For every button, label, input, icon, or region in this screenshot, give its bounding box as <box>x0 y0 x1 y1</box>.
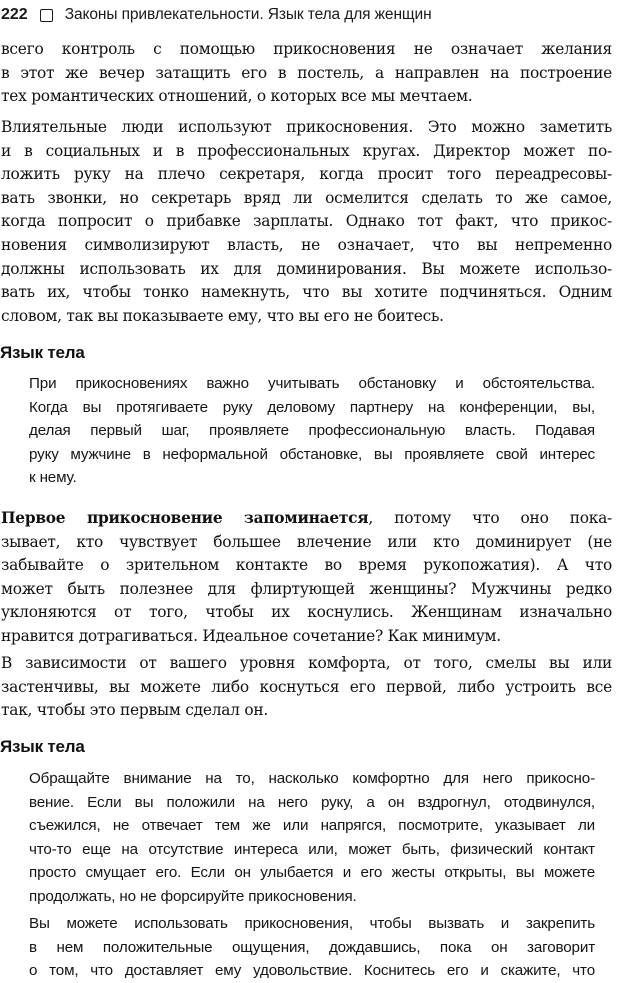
text-line: уклоняются от того, чтобы их коснулись. Женщинам изначально <box>1 603 612 622</box>
sidebar-line: что-то еще на отсутствие интереса или, может быть, физический контакт <box>29 840 595 858</box>
text-line: застенчивы, вы можете либо коснуться его первой, либо устроить все <box>1 677 612 696</box>
first-line-rest: , потому что оно пока- <box>368 509 612 527</box>
running-title: Законы привлекательности. Язык тела для женщин <box>64 6 432 23</box>
page-number: 222 <box>1 6 28 23</box>
text-line: вать их, чтобы тонко намекнуть, что вы хотите подчиняться. Одним <box>1 283 612 302</box>
sidebar-body-language-2b <box>29 912 595 983</box>
text-line: в этот же вечер затащить его в постель, а направлен на построение <box>1 63 612 82</box>
paragraph-first-touch <box>1 507 612 649</box>
paragraph-continuation <box>1 38 612 109</box>
text-line: Влиятельные люди используют прикосновения. Это можно заметить <box>1 118 612 136</box>
paragraph-influential-people <box>1 116 612 328</box>
running-header <box>0 0 610 30</box>
sidebar-line: просто смущает его. Если он улыбается и его жесты открыты, вы можете <box>29 864 595 882</box>
text-line: вать звонки, но секретарь вряд ли осмелится сделать то же самое, <box>1 188 612 207</box>
sidebar-line: Когда вы протягиваете руку деловому партнеру на конференции, вы, <box>29 398 595 416</box>
text-line: ложить руку на плечо секретаря, когда просит того переадресовы- <box>1 165 612 184</box>
text-line: новения символизируют власть, не означает, что вы непременно <box>1 235 612 254</box>
text-line: так, чтобы это первым сделал он. <box>1 701 268 720</box>
text-line: В зависимости от вашего уровня комфорта, от того, смелы вы или <box>1 654 612 672</box>
text-line: должны использовать их для доминирования. Вы можете использо- <box>1 259 612 278</box>
text-line: когда попросит о прибавке зарплаты. Однако тот факт, что прикос- <box>1 212 612 231</box>
sidebar-body-language-1 <box>29 372 595 490</box>
sidebar-line: Обращайте внимание на то, насколько комфортно для него прикосно- <box>29 770 595 787</box>
sidebar-line: вение. Если вы положили на него руку, а он вздрогнул, отодвинулся, <box>29 793 595 811</box>
sidebar-line: Вы можете использовать прикосновения, чтобы вызвать и закрепить <box>29 915 595 932</box>
sidebar-line: к нему. <box>29 469 77 487</box>
sidebar-line: При прикосновениях важно учитывать обстановку и обстоятельства. <box>29 375 595 392</box>
sidebar-body-language-2a <box>29 767 595 909</box>
sidebar-line: делая первый шаг, проявляете профессиональную власть. Подавая <box>29 422 595 440</box>
bold-lead-phrase: Первое прикосновение запоминается <box>1 509 369 527</box>
text-line <box>1 507 612 531</box>
sidebar-line: продолжать, но не форсируйте прикосновения. <box>29 887 357 905</box>
paragraph-comfort-level <box>1 652 612 723</box>
sidebar-line: о том, что доставляет ему удовольствие. Коснитесь его и скажите, что <box>29 962 595 980</box>
text-line: нравится дотрагиваться. Идеальное сочетание? Как минимум. <box>1 626 501 645</box>
sidebar-line: съежился, не отвечает тем же или напрягся, посмотрите, указывает ли <box>29 817 595 835</box>
sidebar-line: в нем положительные ощущения, дождавшись, пока он заговорит <box>29 938 595 956</box>
sidebar-line: руку мужчине в неформальной обстановке, вы проявляете свой интерес <box>29 445 595 463</box>
text-line: и в социальных и в профессиональных кругах. Директор может по- <box>1 141 612 160</box>
sidebar-heading: Язык тела <box>0 737 85 756</box>
text-line: словом, так вы показываете ему, что вы его не боитесь. <box>1 306 444 325</box>
checkbox-icon <box>40 9 53 22</box>
text-line: зывает, кто чувствует большее влечение или кто доминирует (не <box>1 532 612 551</box>
text-line: всего контроль с помощью прикосновения не означает желания <box>1 40 612 58</box>
text-line: тех романтических отношений, о которых все мы мечтаем. <box>1 87 473 106</box>
text-line: может быть полезнее для флиртующей женщины? Мужчины редко <box>1 579 612 598</box>
text-line: забывайте о зрительном контакте во время рукопожатия). А что <box>1 556 612 575</box>
sidebar-heading: Язык тела <box>0 343 85 362</box>
